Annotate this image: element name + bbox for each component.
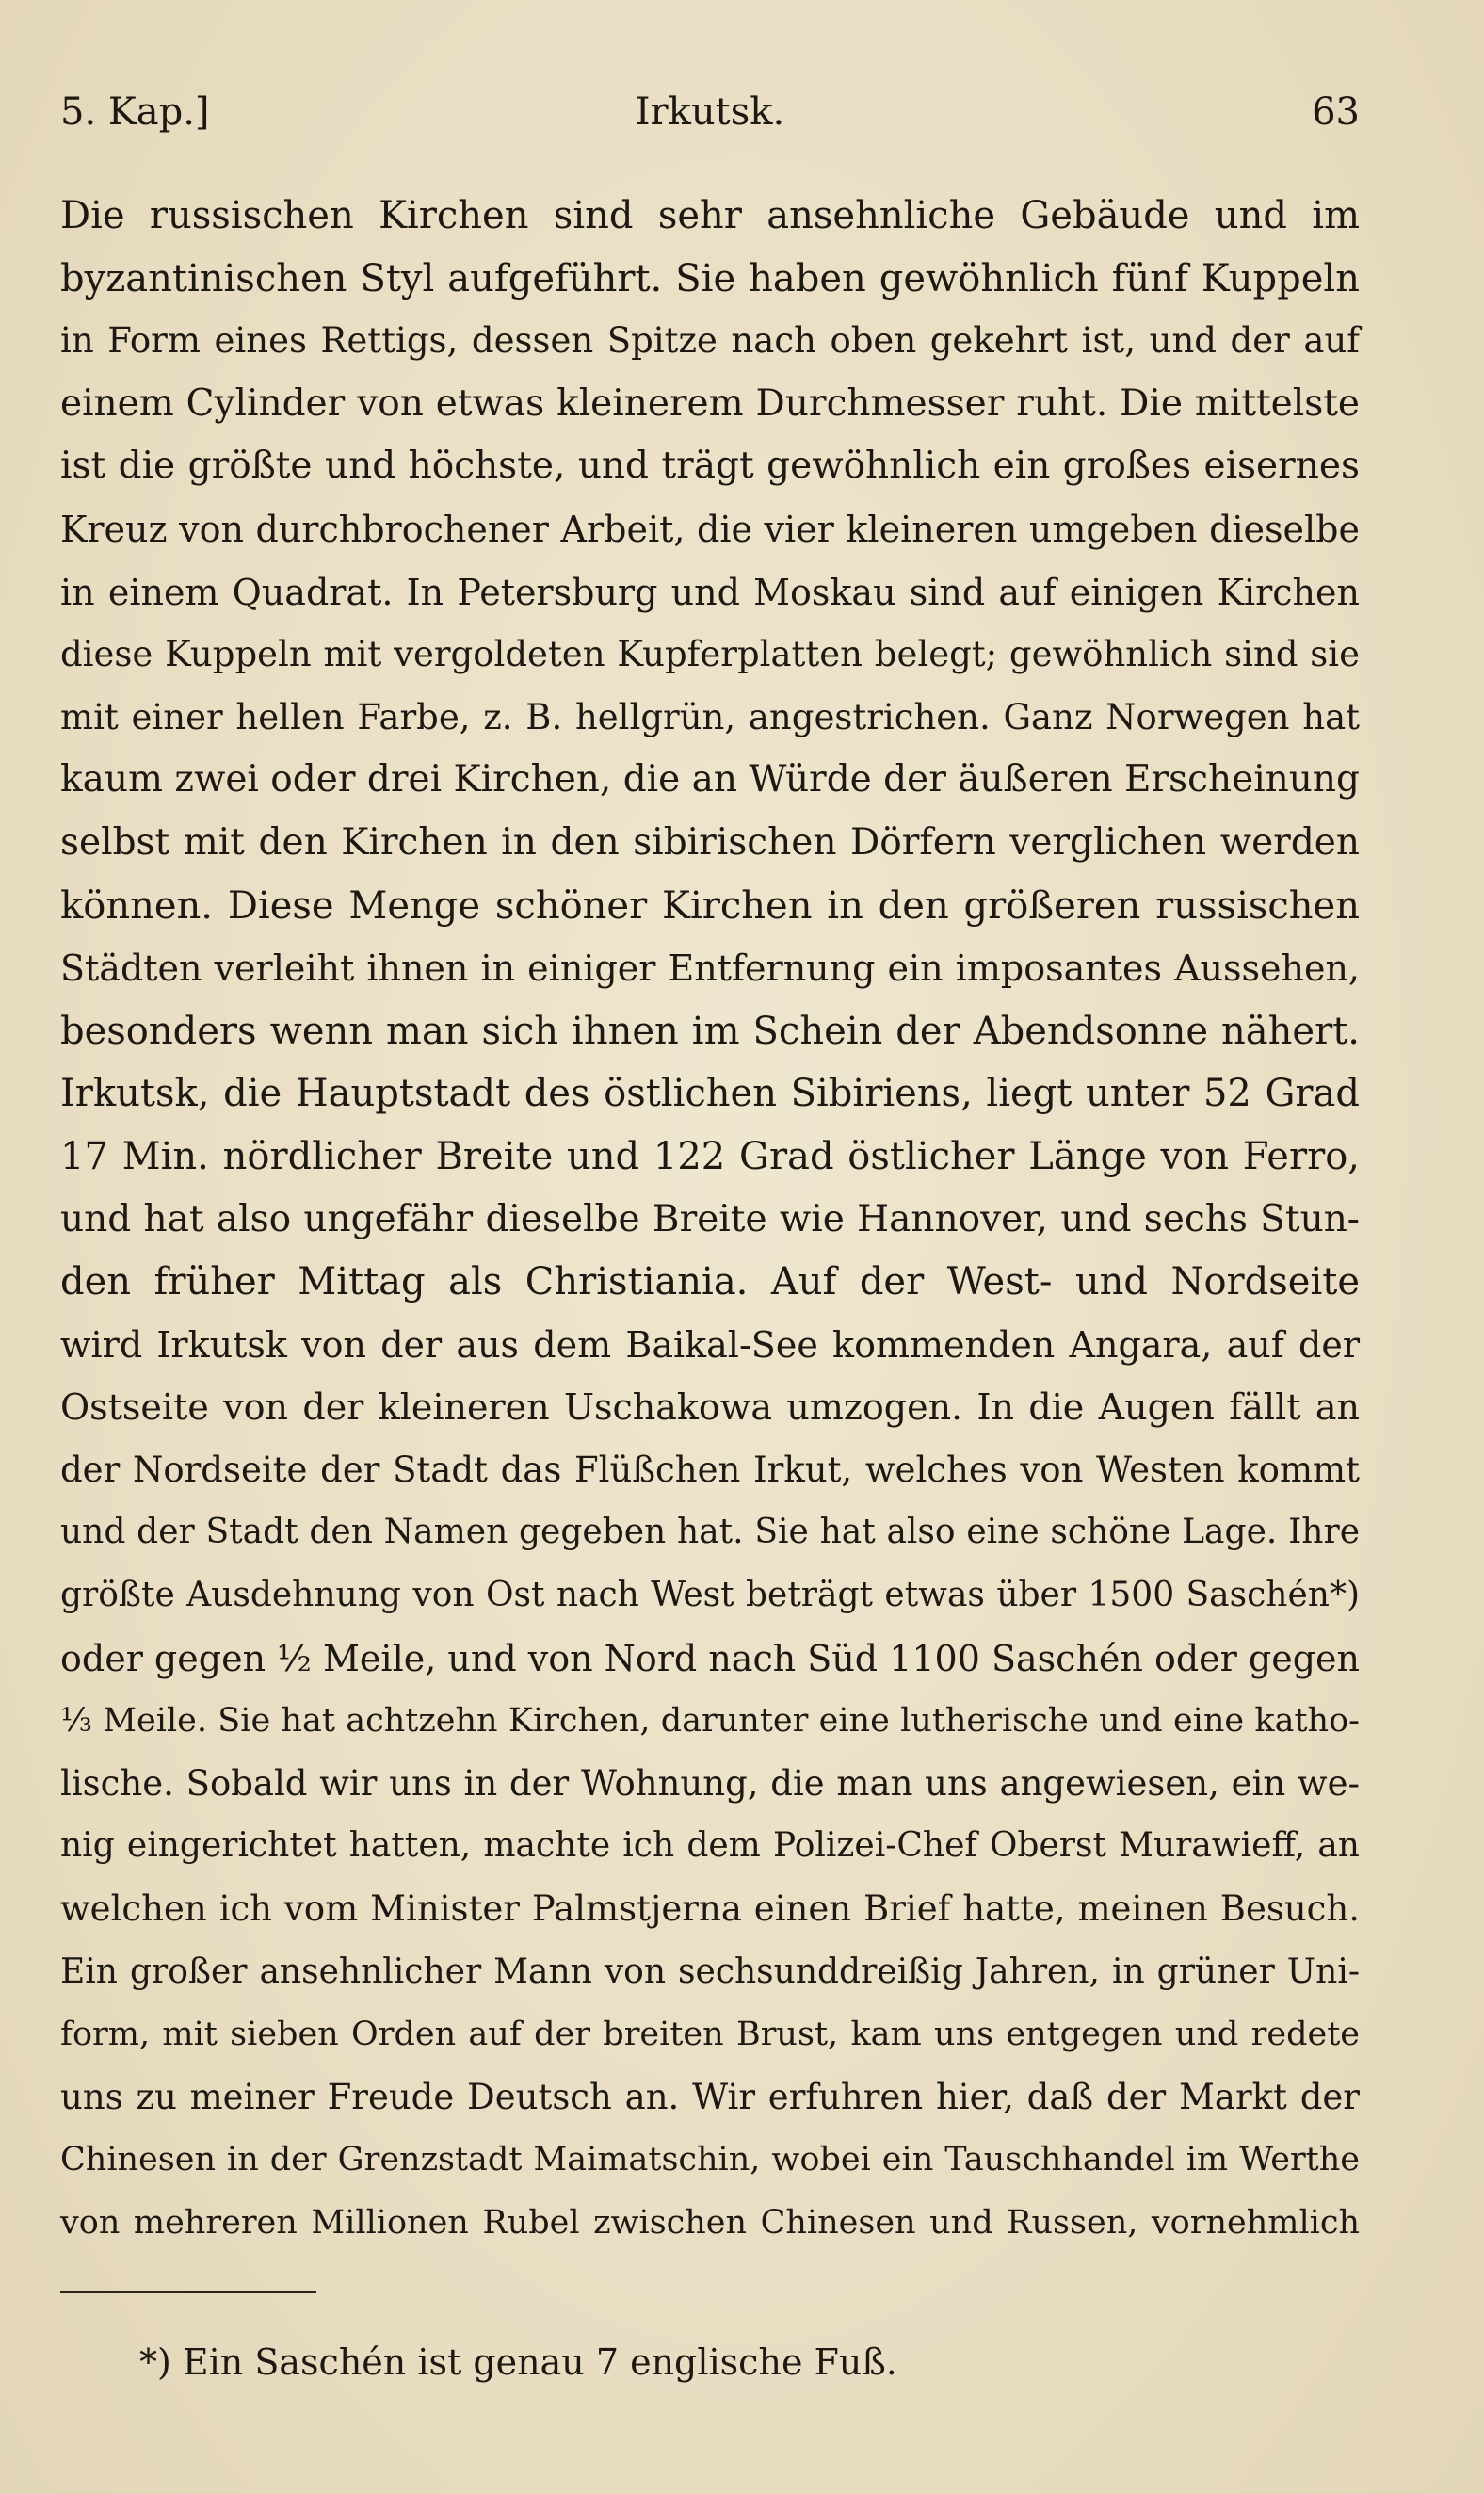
text-line: Städten verleiht ihnen in einiger Entfernung ein imposantes Aussehen,	[60, 947, 1360, 990]
chapter-label: 5. Kap.]	[60, 90, 210, 134]
text-line: lische. Sobald wir uns in der Wohnung, die man uns angewiesen, ein we-	[60, 1762, 1360, 1804]
text-line: der Nordseite der Stadt das Flüßchen Irkut, welches von Westen kommt	[60, 1449, 1360, 1490]
text-line: den früher Mittag als Christiania. Auf der West- und Nordseite	[60, 1260, 1360, 1304]
text-line: nig eingerichtet hatten, machte ich dem Polizei-Chef Oberst Murawieff, an	[60, 1826, 1360, 1866]
text-line: welchen ich vom Minister Palmstjerna einen Brief hatte, meinen Besuch.	[60, 1888, 1360, 1930]
text-line: ⅓ Meile. Sie hat achtzehn Kirchen, darunter eine lutherische und eine katho-	[60, 1702, 1360, 1741]
text-line: Chinesen in der Grenzstadt Maimatschin, wobei ein Tauschhandel im Werthe	[60, 2141, 1360, 2179]
text-line: byzantinischen Styl aufgeführt. Sie haben gewöhnlich fünf Kuppeln	[60, 256, 1360, 300]
text-line: 17 Min. nördlicher Breite und 122 Grad östlicher Länge von Ferro,	[60, 1134, 1360, 1178]
text-line: und hat also ungefähr dieselbe Breite wie Hannover, und sechs Stun-	[60, 1197, 1360, 1240]
text-line: und der Stadt den Namen gegeben hat. Sie hat also eine schöne Lage. Ihre	[60, 1513, 1360, 1552]
text-line: diese Kuppeln mit vergoldeten Kupferplatten belegt; gewöhnlich sind sie	[60, 634, 1360, 675]
text-line: besonders wenn man sich ihnen im Schein der Abendsonne nähert.	[60, 1009, 1360, 1053]
page-number: 63	[1312, 90, 1360, 134]
text-line: von mehreren Millionen Rubel zwischen Chinesen und Russen, vornehmlich	[60, 2204, 1360, 2242]
running-header	[60, 90, 1360, 147]
text-line: Die russischen Kirchen sind sehr ansehnliche Gebäude und im	[60, 194, 1360, 237]
running-title: Irkutsk.	[635, 90, 785, 134]
text-line: form, mit sieben Orden auf der breiten Brust, kam uns entgegen und redete	[60, 2016, 1360, 2054]
footnote: *) Ein Saschén ist genau 7 englische Fuß.	[139, 2341, 897, 2383]
text-line: Ein großer ansehnlicher Mann von sechsunddreißig Jahren, in grüner Uni-	[60, 1951, 1360, 1991]
text-line: wird Irkutsk von der aus dem Baikal-See kommenden Angara, auf der	[60, 1323, 1360, 1366]
text-line: einem Cylinder von etwas kleinerem Durchmesser ruht. Die mittelste	[60, 381, 1360, 425]
text-line: kaum zwei oder drei Kirchen, die an Würde der äußeren Erscheinung	[60, 758, 1360, 802]
text-line: können. Diese Menge schöner Kirchen in den größeren russischen	[60, 883, 1360, 928]
text-line: in einem Quadrat. In Petersburg und Moskau sind auf einigen Kirchen	[60, 571, 1360, 613]
text-line: ist die größte und höchste, und trägt gewöhnlich ein großes eisernes	[60, 445, 1360, 488]
body-text	[60, 185, 1360, 2255]
text-line: selbst mit den Kirchen in den sibirischen Dörfern verglichen werden	[60, 820, 1360, 864]
text-line: größte Ausdehnung von Ost nach West beträgt etwas über 1500 Saschén*)	[60, 1576, 1360, 1615]
text-line: oder gegen ½ Meile, und von Nord nach Süd 1100 Saschén oder gegen	[60, 1637, 1361, 1679]
text-line: Irkutsk, die Hauptstadt des östlichen Sibiriens, liegt unter 52 Grad	[60, 1072, 1360, 1116]
text-line: in Form eines Rettigs, dessen Spitze nach oben gekehrt ist, und der auf	[60, 320, 1360, 362]
text-line: Kreuz von durchbrochener Arbeit, die vier kleineren umgeben dieselbe	[60, 508, 1360, 550]
text-line: uns zu meiner Freude Deutsch an. Wir erfuhren hier, daß der Markt der	[60, 2076, 1360, 2117]
text-line: mit einer hellen Farbe, z. B. hellgrün, angestrichen. Ganz Norwegen hat	[60, 696, 1360, 737]
text-line: Ostseite von der kleineren Uschakowa umzogen. In die Augen fällt an	[60, 1386, 1360, 1429]
footnote-rule	[60, 2291, 316, 2293]
